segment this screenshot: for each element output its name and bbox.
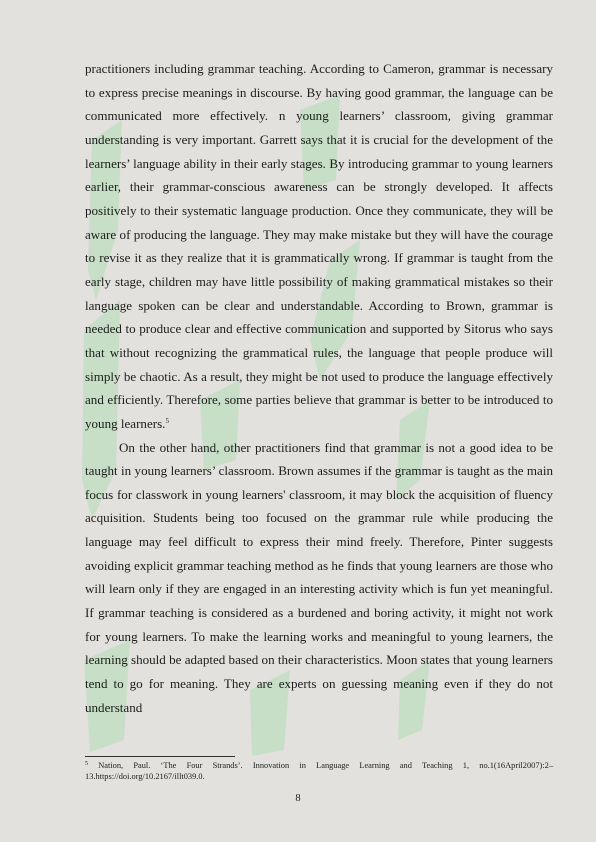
footnote — [85, 760, 553, 782]
body-text — [85, 57, 553, 719]
paragraph-continuation — [85, 57, 553, 436]
paragraph-1-text: practitioners including grammar teaching. According to Cameron, grammar is necessary to express precise meanings in discourse. By having good grammar, the language can be communicated more effectively. n young learners’ classroom, giving grammar understanding is very important. Garrett says that it is crucial for the development of the learners’ language ability in their early stages. By introducing grammar to young learners earlier, their grammar-conscious awareness can be strongly developed. It affects positively to their systematic language production. Once they communicate, they will be aware of producing the language. They may make mistake but they will have the courage to revise it as they realize that it is grammatically wrong. If grammar is taught from the early stage, children may have little possibility of making grammatical mistakes so their language spoken can be clear and understandable. According to Brown, grammar is needed to produce clear and effective communication and supported by Sitorus who says that without recognizing the grammatical rules, the language that people produce will simply be chaotic. As a result, they might be not used to produce the language effectively and efficiently. Therefore, some parties believe that grammar is better to be introduced to young learners. — [85, 61, 553, 431]
footnote-divider — [85, 756, 235, 757]
paragraph-2: On the other hand, other practitioners find that grammar is not a good idea to be taught in young learners’ classroom. Brown assumes if the grammar is taught as the main focus for classwork in young learners' classroom, it may block the acquisition of fluency acquisition. Students being too focused on the grammar rule while producing the language may feel difficult to express their mind freely. Therefore, Pinter suggests avoiding explicit grammar teaching method as he finds that young learners are those who will learn only if they are engaged in an interesting activity which is fun yet meaningful. If grammar teaching is considered as a burdened and boring activity, it might not work for young learners. To make the learning works and meaningful to young learners, the learning should be adapted based on their characteristics. Moon states that young learners tend to go for meaning. They are experts on guessing meaning even if they do not understand — [85, 439, 553, 715]
footnote-text: Nation, Paul. ‘The Four Strands’. Innovation in Language Learning and Teaching 1, no.1(16April2007):2–13.https://doi.org/10.2167/illt039.0. — [85, 761, 554, 781]
footnote-number: 5 — [85, 761, 88, 767]
footnote-reference[interactable]: 5 — [165, 416, 169, 425]
page-number: 8 — [295, 793, 301, 804]
